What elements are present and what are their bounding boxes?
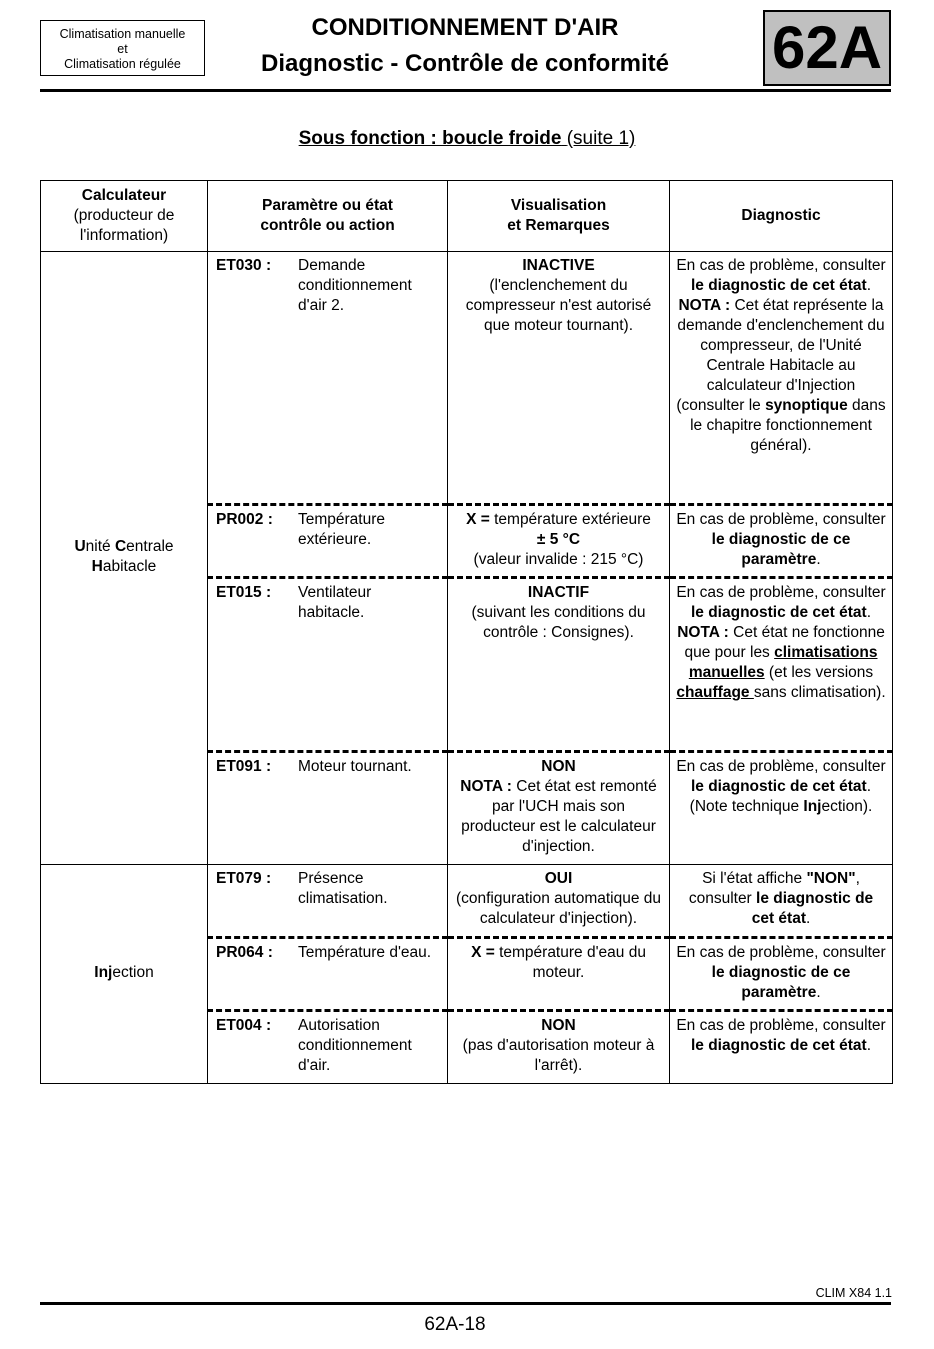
vis-et091 (448, 752, 670, 865)
vis-et079 (448, 865, 670, 938)
diagnostic-table (40, 180, 893, 1084)
header-calculateur-title: Calculateur (81, 187, 167, 204)
nota-text: sans climatisation). (753, 684, 886, 701)
nota-bold: synoptique (765, 397, 848, 414)
document-title: CONDITIONNEMENT D'AIR (311, 14, 619, 41)
diag-pr002 (670, 505, 893, 578)
section-heading (0, 128, 934, 150)
param-et030 (208, 252, 448, 505)
diag-bold: "NON" (806, 870, 856, 887)
diag-text: En cas de problème, consulter (676, 944, 886, 961)
page-number: 62A-18 (424, 1314, 486, 1335)
diag-bold: Inj (803, 798, 822, 815)
diag-link: le diagnostic de ce paramètre (711, 531, 851, 568)
header-parametre (208, 181, 448, 252)
vis-invalid-value: (valeur invalide : 215 °C) (473, 551, 644, 568)
calculator-injection (41, 865, 208, 1084)
vis-tolerance: ± 5 °C (536, 531, 581, 548)
diag-text: . (866, 604, 872, 621)
header-diagnostic: Diagnostic (670, 181, 893, 252)
param-label: Moteur tournant. (298, 758, 412, 775)
diag-text: En cas de problème, consulter (676, 511, 886, 528)
uch-text-1: nité (85, 538, 115, 555)
uch-letter-h: H (91, 558, 103, 575)
diag-et079 (670, 865, 893, 938)
param-label: Autorisation conditionnement d'air. (298, 1017, 412, 1074)
param-et079 (208, 865, 448, 938)
vis-remark: (l'enclenchement du compresseur n'est autorisé que moteur tournant). (465, 277, 652, 334)
variant-line-2: et (117, 42, 128, 56)
param-et004 (208, 1011, 448, 1084)
uch-letter-u: U (74, 538, 86, 555)
diag-text: En cas de problème, consulter (676, 257, 886, 274)
table-row (41, 252, 893, 505)
vis-remark: (configuration automatique du calculateur d'injection). (455, 890, 662, 927)
vis-value: OUI (544, 870, 573, 887)
param-et091 (208, 752, 448, 865)
diag-et030 (670, 252, 893, 505)
vis-et015 (448, 578, 670, 752)
param-code: ET079 : (216, 870, 272, 887)
diag-text: En cas de problème, consulter (676, 584, 886, 601)
variant-line-3: Climatisation régulée (64, 57, 181, 71)
diag-et004 (670, 1011, 893, 1084)
diag-text: (Note technique (689, 798, 804, 815)
diag-text: Si l'état affiche (702, 870, 807, 887)
section-heading-suffix: (suite 1) (566, 128, 636, 149)
nota-label: NOTA : (678, 297, 731, 314)
nota-text: Cet état représente la demande d'enclenchement du compresseur, de l'Unité Centrale Habitacle au calculateur d'Injection (consulter le (676, 297, 885, 414)
diag-link: le diagnostic de ce paramètre (711, 964, 851, 1001)
param-pr064 (208, 938, 448, 1011)
vis-x-label: X = (466, 511, 490, 528)
vehicle-variant-box (40, 20, 205, 76)
nota-label: NOTA : (460, 778, 512, 795)
header-calculateur-note: (producteur de l'information) (73, 207, 175, 244)
param-code: ET015 : (216, 584, 272, 601)
vis-x-label: X = (471, 944, 495, 961)
param-code: ET004 : (216, 1017, 272, 1034)
diag-link: le diagnostic de cet état (690, 604, 867, 621)
header-parametre-line1: Paramètre ou état (262, 197, 393, 214)
param-code: PR002 : (216, 511, 273, 528)
param-label: Ventilateur habitacle. (298, 584, 372, 621)
nota-text: (et les versions (764, 664, 874, 681)
uch-letter-c: C (114, 538, 127, 555)
diag-text: . (866, 1037, 872, 1054)
diag-link: le diagnostic de cet état (690, 1037, 867, 1054)
diag-text: . (866, 277, 872, 294)
diag-text: . (805, 910, 811, 927)
param-pr002 (208, 505, 448, 578)
section-code-badge: 62A (763, 10, 891, 86)
param-label: Température d'eau. (298, 944, 432, 961)
vis-remark: (pas d'autorisation moteur à l'arrêt). (462, 1037, 655, 1074)
vis-remark: Cet état est remonté par l'UCH mais son producteur est le calculateur d'injection. (461, 778, 657, 855)
diag-text: . (816, 984, 821, 1001)
nota-underlined: climatisations manuelles (688, 644, 878, 681)
table-row (41, 865, 893, 938)
header-parametre-line2: contrôle ou action (260, 217, 395, 234)
vis-value: NON (541, 1017, 576, 1034)
diag-text: En cas de problème, consulter (676, 758, 886, 775)
footer-divider (40, 1302, 891, 1305)
vis-value: INACTIVE (522, 257, 595, 274)
inj-bold: Inj (94, 964, 113, 981)
vis-remark: (suivant les conditions du contrôle : Consignes). (471, 604, 646, 641)
diag-text: . (866, 778, 872, 795)
header-calculateur (41, 181, 208, 252)
uch-text-2: entrale (126, 538, 174, 555)
calculator-uch (41, 252, 208, 865)
diag-text: . (816, 551, 821, 568)
vis-pr002 (448, 505, 670, 578)
table-header-row (41, 181, 893, 252)
header-visualisation-line2: et Remarques (507, 217, 610, 234)
header-visualisation (448, 181, 670, 252)
vis-text: température d'eau du moteur. (494, 944, 646, 981)
vis-value: INACTIF (527, 584, 590, 601)
vis-pr064 (448, 938, 670, 1011)
header-divider (40, 89, 891, 92)
diag-text: En cas de problème, consulter (676, 1017, 886, 1034)
param-label: Présence climatisation. (298, 870, 388, 907)
nota-text: Cet état ne fonctionne que pour les (684, 624, 885, 661)
vis-et004 (448, 1011, 670, 1084)
param-et015 (208, 578, 448, 752)
param-label: Température extérieure. (298, 511, 386, 548)
variant-line-1: Climatisation manuelle (59, 27, 186, 41)
param-code: ET030 : (216, 257, 272, 274)
document-reference: CLIM X84 1.1 (815, 1286, 892, 1300)
nota-text: dans le chapitre fonctionnement général). (690, 397, 886, 454)
param-code: PR064 : (216, 944, 273, 961)
diag-et015 (670, 578, 893, 752)
header-visualisation-line1: Visualisation (510, 197, 607, 214)
diag-link: le diagnostic de cet état (690, 778, 867, 795)
diag-text: ection). (821, 798, 873, 815)
nota-label: NOTA : (677, 624, 729, 641)
vis-value: NON (541, 758, 576, 775)
diag-pr064 (670, 938, 893, 1011)
document-subtitle: Diagnostic - Contrôle de conformité (260, 50, 670, 77)
section-heading-main: Sous fonction : boucle froide (298, 128, 562, 149)
vis-text: température extérieure (489, 511, 651, 528)
nota-underlined: chauffage (676, 684, 754, 701)
diag-link: le diagnostic de cet état (751, 890, 874, 927)
diag-text: , consulter (688, 870, 860, 907)
diag-link: le diagnostic de cet état (690, 277, 867, 294)
uch-text-3: abitacle (102, 558, 157, 575)
param-code: ET091 : (216, 758, 272, 775)
inj-text: ection (112, 964, 154, 981)
vis-et030 (448, 252, 670, 505)
param-label: Demande conditionnement d'air 2. (298, 257, 412, 314)
diag-et091 (670, 752, 893, 865)
